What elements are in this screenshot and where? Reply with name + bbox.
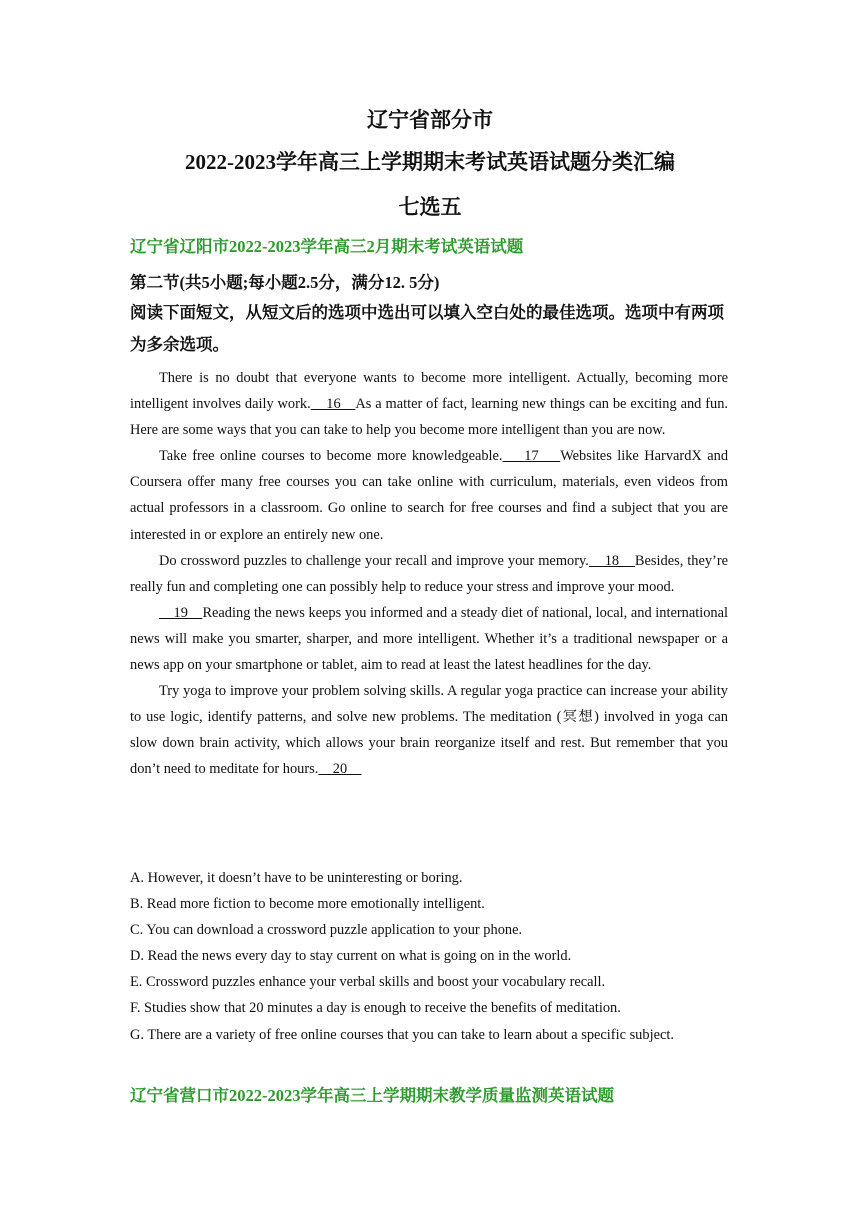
option-d: D. Read the news every day to stay current on what is going on in the world.	[130, 948, 572, 965]
reading-passage	[130, 365, 728, 783]
doc-title-category: 七选五	[398, 195, 462, 219]
option-g: G. There are a variety of free online courses that you can take to learn about a specific subject.	[130, 1026, 674, 1043]
paragraph-text: Besides, they’re really fun and completing one can possibly help to reduce your stress and improve your mood.	[130, 552, 728, 595]
option-f: F. Studies show that 20 minutes a day is enough to receive the benefits of meditation.	[130, 1000, 621, 1017]
section-heading-liaoyang: 辽宁省辽阳市2022-2023学年高三2月期末考试英语试题	[130, 237, 524, 256]
blank-17: 17	[502, 448, 561, 465]
paragraph-4	[130, 600, 728, 678]
doc-title-main: 2022-2023学年高三上学期期末考试英语试题分类汇编	[185, 150, 675, 174]
blank-16: 16	[310, 396, 356, 413]
doc-title-region: 辽宁省部分市	[367, 108, 493, 132]
blank-18: 18	[588, 552, 635, 569]
instructions: 阅读下面短文，从短文后的选项中选出可以填入空白处的最佳选项。选项中有两项为多余选项。	[130, 303, 724, 354]
paragraph-5	[130, 678, 728, 782]
option-b: B. Read more fiction to become more emotionally intelligent.	[130, 896, 485, 913]
paragraph-1	[130, 365, 728, 443]
part-description: 第二节(共5小题;每小题2.5分，满分12. 5分)	[130, 273, 440, 292]
paragraph-3	[130, 548, 728, 600]
option-c: C. You can download a crossword puzzle application to your phone.	[130, 922, 523, 939]
option-e: E. Crossword puzzles enhance your verbal skills and boost your vocabulary recall.	[130, 974, 606, 991]
paragraph-2	[130, 443, 728, 547]
blank-20: 20	[318, 761, 362, 778]
paragraph-text: Try yoga to improve your problem solving skills. A regular yoga practice can increase your ability to use logic, identify patterns, and solve new problems. The meditation (冥想) involved in yoga can slow down brain activity, which allows your brain reorganize itself and rest. But remember that you don’t need to meditate for hours.	[130, 683, 728, 778]
paragraph-text: Take free online courses to become more knowledgeable.	[159, 448, 503, 465]
blank-19: 19	[159, 604, 203, 621]
paragraph-text: Do crossword puzzles to challenge your recall and improve your memory.	[159, 552, 589, 569]
paragraph-text: There is no doubt that everyone wants to become more intelligent. Actually, becoming more intelligent involves daily work.	[130, 370, 728, 413]
section-heading-yingkou: 辽宁省营口市2022-2023学年高三上学期期末教学质量监测英语试题	[130, 1086, 614, 1105]
answer-options	[130, 865, 750, 1048]
paragraph-text: As a matter of fact, learning new things can be exciting and fun. Here are some ways that you can take to help you become more intelligent than you are now.	[130, 396, 729, 439]
paragraph-text: Reading the news keeps you informed and a steady diet of national, local, and international news will make you smarter, sharper, and more intelligent. Whether it’s a traditional newspaper or a news app on your smartphone or tablet, aim to read at least the latest headlines for the day.	[130, 604, 728, 674]
option-a: A. However, it doesn’t have to be uninteresting or boring.	[130, 870, 463, 886]
paragraph-text: Websites like HarvardX and Coursera offer many free courses you can take online with curriculum, materials, even videos from actual professors in a classroom. Go online to search for free courses and find a subject that you are interested in or explore an entirely new one.	[130, 448, 729, 543]
